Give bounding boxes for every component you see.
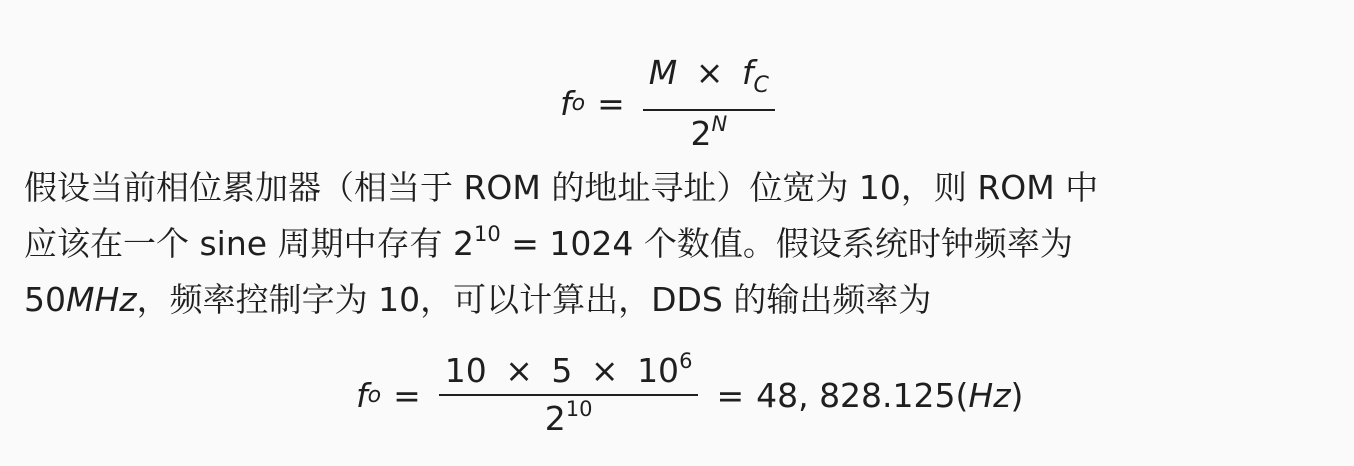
line2-text-a: 应该在一个 sine 周期中存有 2 [24,224,475,263]
equals-sign: = [597,84,625,123]
line2-exponent: 10 [474,222,501,246]
den-exponent: N [711,112,728,136]
paragraph-line-3 [24,272,1334,328]
numerator [643,54,775,109]
num-a: 10 [444,351,487,390]
equals-sign-2: = [716,375,745,415]
denominator [690,111,727,153]
result-close: ) [1010,375,1024,415]
line3-rest: ，频率控制字为 10，可以计算出，DDS 的输出频率为 [136,280,932,319]
fc-subscript: C [753,73,769,98]
f-subscript: o [571,91,586,116]
line2-text-b: = 1024 个数值。假设系统时钟频率为 [500,224,1073,263]
fraction [643,54,775,153]
line3-unit: MHz [66,280,137,319]
m-symbol: M [648,53,678,92]
den-base: 2 [690,114,712,153]
paragraph-line-1: 假设当前相位累加器（相当于 ROM 的地址寻址）位宽为 10，则 ROM 中 [24,168,1099,207]
numerator [439,349,699,394]
num-c-exponent: 6 [679,349,693,373]
times-sign-2: × [590,351,619,390]
den-base: 2 [544,399,566,438]
equals-sign: = [393,375,421,415]
line3-number: 50 [24,280,66,319]
f-symbol: f [560,84,572,123]
formula-output-frequency [560,54,781,153]
explanation-paragraph [24,160,1334,328]
f-subscript: o [367,382,382,408]
times-sign: × [695,53,724,92]
den-exponent: 10 [565,397,593,421]
f-symbol: f [356,375,368,415]
num-b: 5 [551,351,573,390]
fraction [439,349,699,438]
formula-computed-frequency [356,349,1024,438]
result-unit: Hz [968,375,1011,415]
num-c: 10 [637,351,680,390]
fc-symbol: f [741,53,754,92]
paragraph-line-2 [24,216,1334,272]
denominator [545,396,593,438]
times-sign-1: × [505,351,533,390]
result-value: 48, 828.125( [756,375,969,415]
